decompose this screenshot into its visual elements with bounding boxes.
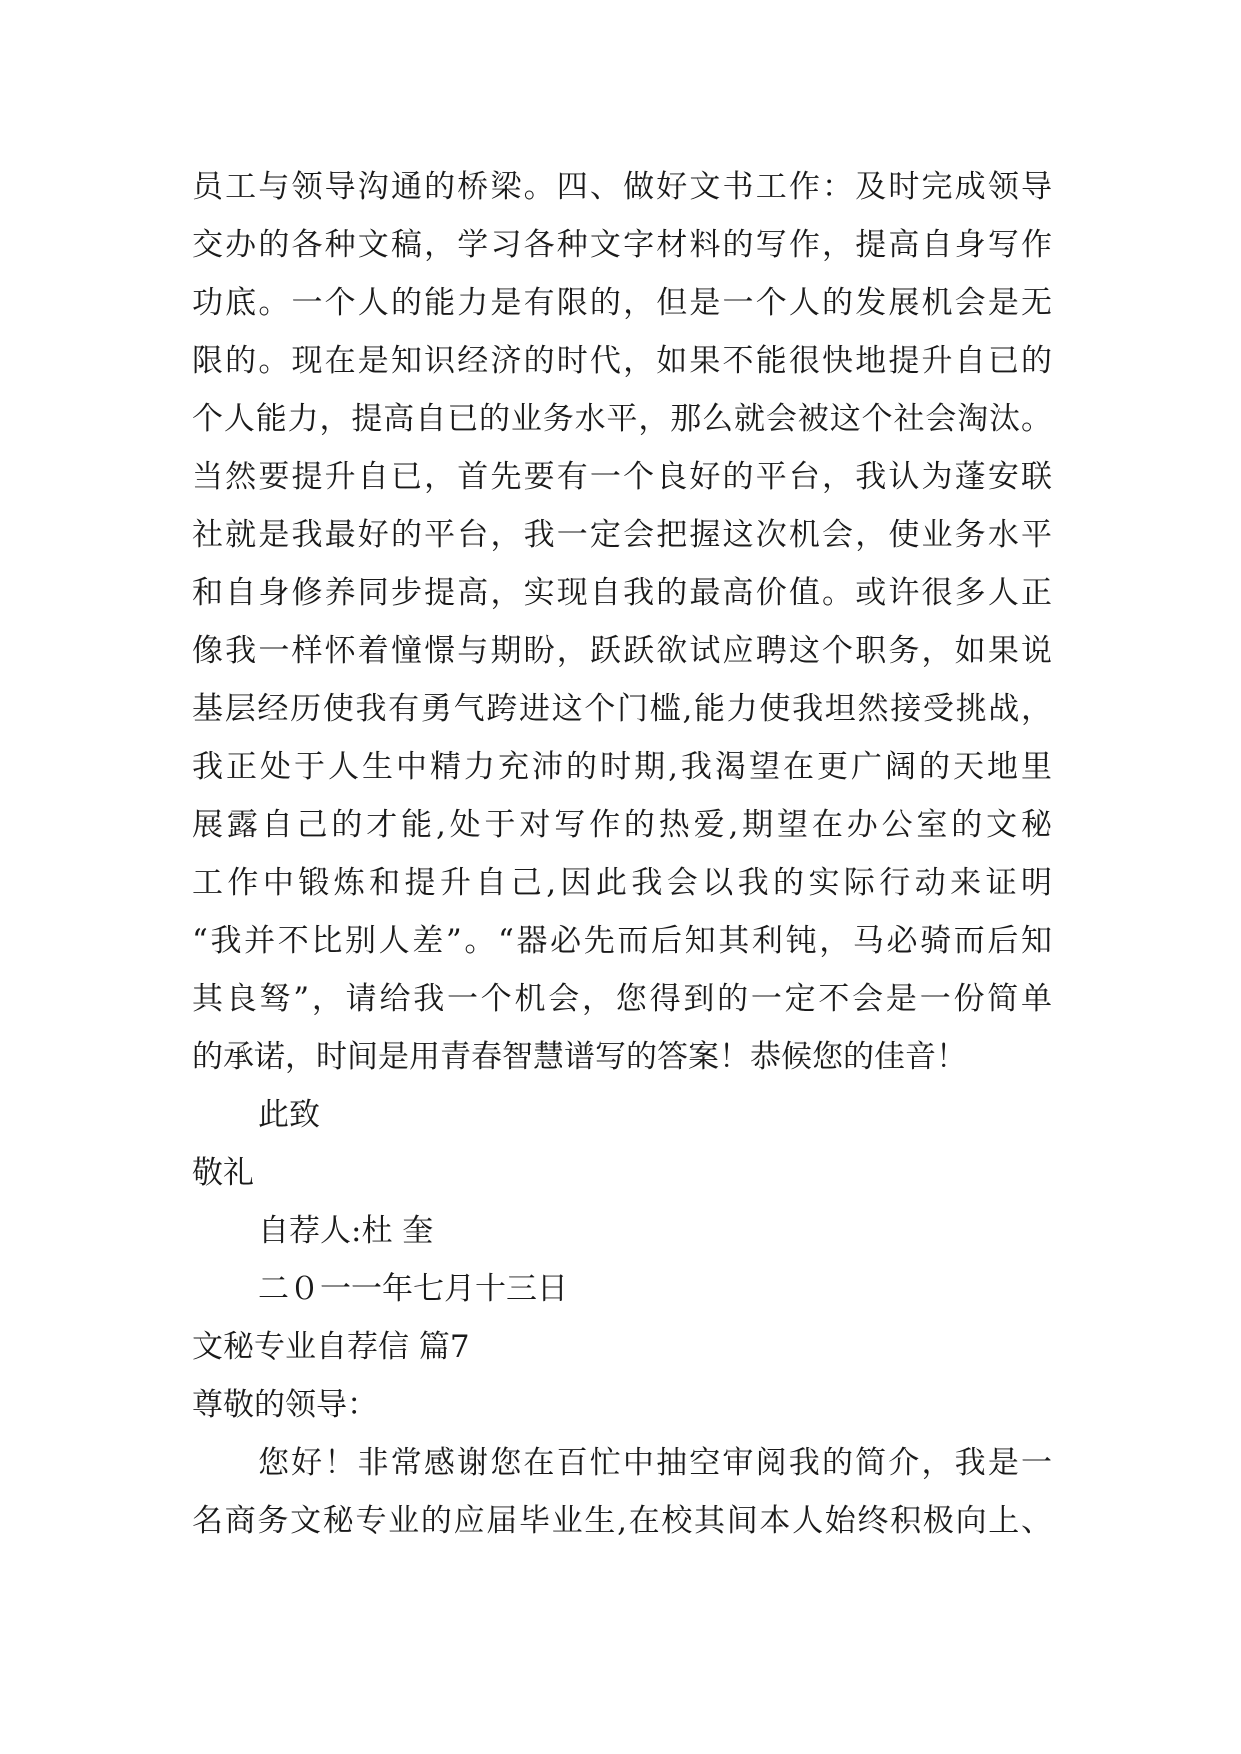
body-line: 员工与领导沟通的桥梁。四、做好文书工作：及时完成领导	[192, 169, 1052, 205]
body-line: 社就是我最好的平台，我一定会把握这次机会，使业务水平	[192, 517, 1052, 553]
body-line: 和自身修养同步提高，实现自我的最高价值。或许很多人正	[192, 575, 1052, 611]
body-last-line: 的承诺，时间是用青春智慧谱写的答案！恭候您的佳音！	[192, 1039, 967, 1075]
body-line: 当然要提升自已，首先要有一个良好的平台，我认为蓬安联	[192, 459, 1052, 495]
paragraph-line: 名商务文秘专业的应届毕业生,在校其间本人始终积极向上、	[192, 1503, 1052, 1539]
closing-salute: 敬礼	[192, 1155, 254, 1191]
body-line: 其良驽”，请给我一个机会，您得到的一定不会是一份简单	[192, 981, 1052, 1017]
body-line: 我正处于人生中精力充沛的时期,我渴望在更广阔的天地里	[192, 749, 1052, 785]
body-line: 交办的各种文稿，学习各种文字材料的写作，提高自身写作	[192, 227, 1052, 263]
body-line: “我并不比别人差”。“器必先而后知其利钝，马必骑而后知	[192, 923, 1052, 959]
section-title: 文秘专业自荐信 篇7	[192, 1329, 470, 1365]
body-line: 个人能力，提高自已的业务水平，那么就会被这个社会淘汰。	[192, 401, 1052, 437]
body-line: 展露自己的才能,处于对写作的热爱,期望在办公室的文秘	[192, 807, 1052, 843]
body-line: 限的。现在是知识经济的时代，如果不能很快地提升自已的	[192, 343, 1052, 379]
body-line: 基层经历使我有勇气跨进这个门槛,能力使我坦然接受挑战，	[192, 691, 1052, 727]
closing-greeting: 此致	[258, 1097, 320, 1133]
body-line: 工作中锻炼和提升自己,因此我会以我的实际行动来证明	[192, 865, 1052, 901]
salutation: 尊敬的领导：	[192, 1387, 378, 1423]
body-line: 功底。一个人的能力是有限的，但是一个人的发展机会是无	[192, 285, 1052, 321]
paragraph-first-line: 您好！非常感谢您在百忙中抽空审阅我的简介，我是一	[258, 1445, 1052, 1481]
date: 二０一一年七月十三日	[258, 1271, 568, 1307]
signature: 自荐人:杜 奎	[258, 1213, 434, 1249]
document-body	[192, 158, 1052, 1550]
body-line: 像我一样怀着憧憬与期盼，跃跃欲试应聘这个职务，如果说	[192, 633, 1052, 669]
